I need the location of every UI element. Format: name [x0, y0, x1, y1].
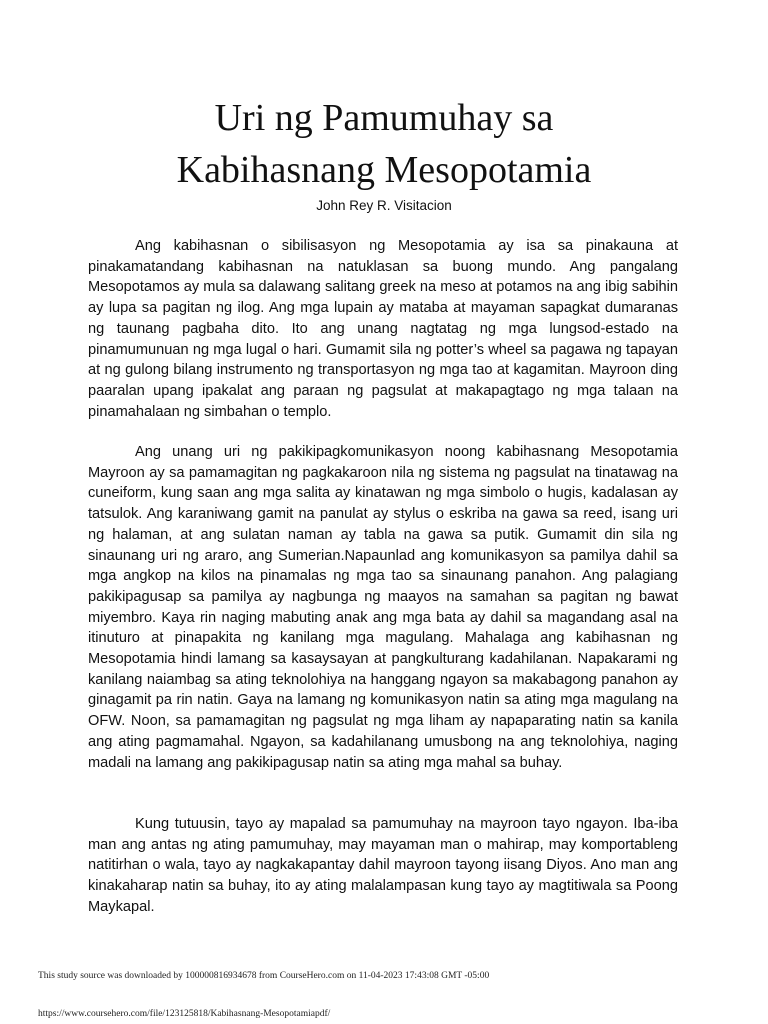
source-url[interactable]: https://www.coursehero.com/file/123125818/Kabihasnang-Mesopotamiapdf/ [38, 1009, 331, 1019]
author-name: John Rey R. Visitacion [316, 198, 452, 213]
title-line-2: Kabihasnang Mesopotamia [176, 149, 592, 191]
title-line-1: Uri ng Pamumuhay sa [214, 97, 554, 139]
document-title [60, 92, 708, 196]
paragraph-2: Ang unang uri ng pakikipagkomunikasyon noong kabihasnang Mesopotamia Mayroon ay sa pamamagitan ng pagkakaroon nila ng sistema ng pagsulat na tinatawag na cuneiform, kung saan ang mga salita ay kinatawan ng mga simbolo o hugis, kadalasan ay tatsulok. Ang karaniwang gamit na panulat ay stylus o eskriba na gawa sa reed, isang uri ng halaman, at ang sulatan naman ay tabla na gawa sa putik. Gumamit din sila ng sinaunang uri ng araro, ang Sumerian.Napaunlad ang komunikasyon sa pamilya dahil sa mga angkop na kilos na pinamalas ng mga tao sa sinaunang panahon. Ang palagiang pakikipagusap sa pamilya ay nagbunga ng maayos na samahan sa pagitan ng bawat miyembro. Kaya rin naging mabuting anak ang mga bata ay dahil sa magandang asal na itinuturo at pinapakita ng kanilang mga magulang. Mahalaga ang kabihasnan ng Mesopotamia hindi lamang sa kasaysayan at pangkulturang kadahilanan. Napakarami ng kanilang naiambag sa ating teknolohiya na hanggang ngayon sa makabagong panahon ay ginagamit pa rin natin. Gaya na lamang ng komunikasyon natin sa ating mga magulang na OFW. Noon, sa pamamagitan ng pagsulat ng mga liham ay napaparating natin sa kanila ang ating pagmamahal. Ngayon, sa kadahilanang umusbong na ang teknolohiya, naging madali na lamang ang pakikipagusap natin sa ating mga mahal sa buhay. [88, 444, 678, 771]
download-notice: This study source was downloaded by 100000816934678 from CourseHero.com on 11-04-2023 17:43:08 GMT -05:00 [38, 971, 490, 981]
paragraph-3: Kung tutuusin, tayo ay mapalad sa pamumuhay na mayroon tayo ngayon. Iba-iba man ang antas ng ating pamumuhay, may mayaman man o mahirap, may komportableng natitirhan o wala, tayo ay nagkakapantay dahil mayroon tayong iisang Diyos. Ano man ang kinakaharap natin sa buhay, ito ay ating malalampasan kung tayo ay magtitiwala sa Poong Maykapal. [88, 816, 678, 915]
paragraph-1: Ang kabihasnan o sibilisasyon ng Mesopotamia ay isa sa pinakauna at pinakamatandang kabihasnan na natuklasan sa buong mundo. Ang pangalang Mesopotamos ay mula sa dalawang salitang greek na meso at potamos na ang ibig sabihin ay lupa sa pagitan ng ilog. Ang mga lupain ay mataba at mayaman sapagkat dumaranas ng taunang pagbaha dito. Ito ang unang nagtatag ng mga lungsod-estado na pinamumunuan ng mga lugal o hari. Gumamit sila ng potter’s wheel sa pagawa ng tapayan at ng gulong bilang instrumento ng transportasyon ng mga tao at kagamitan. Mayroon ding paaralan upang ipakalat ang paraan ng pagsulat at makapagtago ng mga talaan na pinamahalaan ng simbahan o templo. [88, 238, 678, 420]
